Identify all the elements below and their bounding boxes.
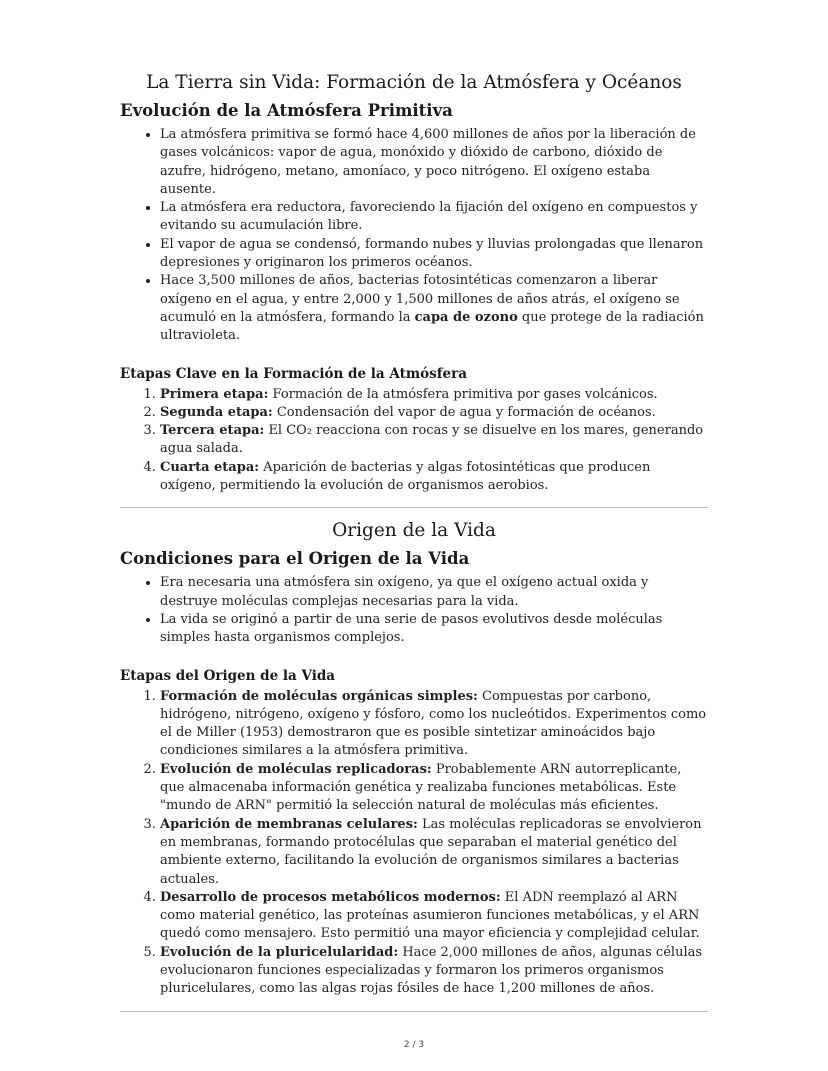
- list-item: • La atmósfera primitiva se formó hace 4,600 millones de años por la liberación de gases volcánicos: vapor de agua, monóxido y dióxido de carbono, dióxido de azufre, hidrógeno, metano, amoníaco, y poco nitrógeno. El oxígeno estaba ausente.: [160, 126, 708, 199]
- stage-label: Desarrollo de procesos metabólicos modernos:: [160, 889, 501, 905]
- origin-stages-heading: Etapas del Origen de la Vida: [120, 667, 336, 684]
- stage-text: Hace 2,000 millones de años, algunas células evolucionaron funciones especializadas y formaron los primeros organismos pluricelulares, como las algas rojas fósiles de hace 1,200 millones de años.: [160, 944, 703, 997]
- stage-text: El ADN reemplazó al ARN como material genético, las proteínas asumieron funciones metabólicas, y el ARN quedó como mensajero. Esto permitió una mayor eficiencia y complejidad celular.: [160, 889, 700, 942]
- stage-text: Aparición de bacterias y algas fotosintéticas que producen oxígeno, permitiendo la evolución de organismos aerobios.: [160, 459, 651, 494]
- stage-text: Probablemente ARN autorreplicante, que almacenaba información genética y realizaba funciones metabólicas. Este "mundo de ARN" permitió la selección natural de moléculas más eficientes.: [160, 761, 682, 814]
- stage-label: Evolución de moléculas replicadoras:: [160, 761, 432, 777]
- stage-label: Evolución de la pluricelularidad:: [160, 944, 399, 960]
- origin-stages-list: [120, 688, 708, 999]
- stage-text: Compuestas por carbono, hidrógeno, nitrógeno, oxígeno y fósforo, como los nucleótidos. Experimentos como el de Miller (1953) demostraron que es posible sintetizar aminoácidos bajo condiciones similares a la atmósfera primitiva.: [160, 688, 707, 759]
- atmosphere-bullet-list: [120, 126, 708, 346]
- subtitle-conditions: Condiciones para el Origen de la Vida: [120, 549, 470, 569]
- atmosphere-stages-heading: Etapas Clave en la Formación de la Atmósfera: [120, 365, 467, 382]
- ozone-layer-term: capa de ozono: [414, 309, 518, 325]
- stage-text: Condensación del vapor de agua y formación de océanos.: [272, 404, 656, 420]
- list-item: [160, 761, 708, 816]
- section-title-origin-of-life: Origen de la Vida: [332, 520, 496, 542]
- list-item: • Era necesaria una atmósfera sin oxígeno, ya que el oxígeno actual oxida y destruye moléculas complejas necesarias para la vida.: [160, 574, 708, 611]
- subtitle-primitive-atmosphere: Evolución de la Atmósfera Primitiva: [120, 101, 453, 120]
- list-item: [160, 816, 708, 889]
- list-item: [160, 404, 708, 422]
- list-item-text: que protege de la radiación ultravioleta.: [160, 309, 704, 344]
- atmosphere-stages-list: [120, 386, 708, 496]
- stage-text: El CO₂ reacciona con rocas y se disuelve en los mares, generando agua salada.: [160, 423, 704, 457]
- stage-label: Aparición de membranas celulares:: [160, 816, 418, 832]
- stage-text: Formación de la atmósfera primitiva por gases volcánicos.: [268, 386, 658, 402]
- stage-label: Cuarta etapa:: [160, 459, 260, 475]
- list-item: [160, 459, 708, 496]
- stage-label: Tercera etapa:: [160, 423, 265, 439]
- list-item: • La vida se originó a partir de una serie de pasos evolutivos desde moléculas simples hasta organismos complejos.: [160, 611, 708, 648]
- list-item: [160, 889, 708, 944]
- stage-label: Segunda etapa:: [160, 404, 273, 420]
- stage-text: Las moléculas replicadoras se envolvieron en membranas, formando protocélulas que separaban el material genético del ambiente externo, facilitando la evolución de organismos similares a bacterias actuales.: [160, 816, 702, 887]
- list-item: • El vapor de agua se condensó, formando nubes y lluvias prolongadas que llenaron depresiones y originaron los primeros océanos.: [160, 236, 708, 273]
- document-page: [120, 70, 708, 1022]
- stage-label: Primera etapa:: [160, 386, 269, 402]
- list-item: [160, 422, 708, 459]
- conditions-bullet-list: [120, 574, 708, 647]
- list-item: [160, 688, 708, 761]
- list-item: [160, 944, 708, 999]
- section-divider: [120, 1011, 708, 1012]
- page-number: 2 / 3: [403, 1040, 425, 1050]
- list-item: • La atmósfera era reductora, favoreciendo la fijación del oxígeno en compuestos y evitando su acumulación libre.: [160, 199, 708, 236]
- list-item: [160, 272, 708, 345]
- list-item-text: Hace 3,500 millones de años, bacterias fotosintéticas comenzaron a liberar oxígeno en el agua, y entre 2,000 y 1,500 millones de años atrás, el oxígeno se acumuló en la atmósfera, formando la: [160, 273, 680, 325]
- stage-label: Formación de moléculas orgánicas simples:: [160, 688, 478, 704]
- list-item: [160, 386, 708, 404]
- section-title-atmosphere: La Tierra sin Vida: Formación de la Atmósfera y Océanos: [146, 72, 682, 93]
- section-divider: [120, 507, 708, 508]
